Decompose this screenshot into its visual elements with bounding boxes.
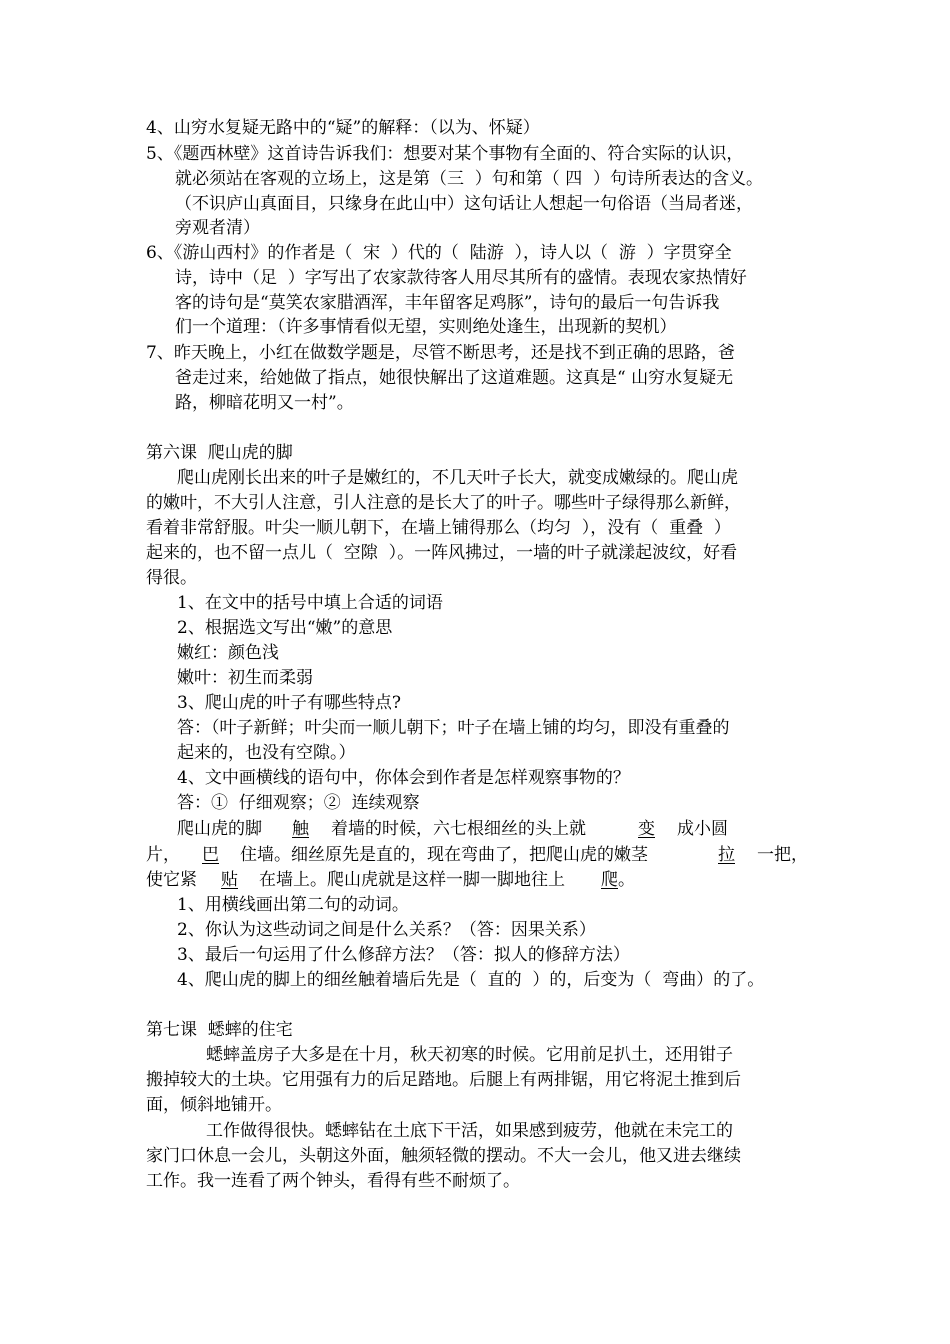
question-line: 2、你认为这些动词之间是什么关系？（答：因果关系） (177, 920, 596, 940)
text-line: 搬掉较大的土块。它用强有力的后足踏地。后腿上有两排锯，用它将泥土推到后 (146, 1070, 741, 1090)
question-line: 4、文中画横线的语句中，你体会到作者是怎样观察事物的？ (177, 768, 630, 788)
underlined-verb: 贴 (221, 870, 238, 890)
text-line: 们一个道理：（许多事情看似无望，实则绝处逢生，出现新的契机） (175, 317, 677, 337)
text-line: 旁观者清） (175, 218, 260, 238)
text-span: 爬山虎的脚 (177, 819, 262, 839)
text-span: 着墙的时候，六七根细丝的头上就 (331, 819, 586, 839)
question-line: 3、爬山虎的叶子有哪些特点? (177, 693, 401, 713)
text-line: 得很。 (146, 568, 197, 588)
text-span: 使它紧 (146, 870, 197, 890)
text-line: 爬山虎刚长出来的叶子是嫩红的，不几天叶子长大，就变成嫩绿的。爬山虎 (177, 468, 738, 488)
answer-line: 答：（叶子新鲜；叶尖而一顺儿朝下；叶子在墙上铺的均匀，即没有重叠的 (177, 718, 730, 738)
text-span: 住墙。细丝原先是直的，现在弯曲了，把爬山虎的嫩茎 (240, 845, 648, 865)
text-line: 就必须站在客观的立场上，这是第（三 ）句和第（ 四 ）句诗所表达的含义。 (175, 169, 764, 189)
underlined-verb: 拉 (718, 845, 735, 865)
question-line: 4、爬山虎的脚上的细丝触着墙后先是（ 直的 ）的，后变为（ 弯曲）的了。 (177, 970, 765, 990)
text-line: 诗，诗中（足 ）字写出了农家款待客人用尽其所有的盛情。表现农家热情好 (175, 268, 747, 288)
answer-line: 起来的，也没有空隙。） (177, 743, 356, 763)
question-line: 2、根据选文写出“嫩”的意思 (177, 618, 393, 638)
text-line: 工作。我一连看了两个钟头，看得有些不耐烦了。 (146, 1171, 520, 1191)
text-line: 路，柳暗花明又一村”。 (175, 393, 354, 413)
question-line: 1、在文中的括号中填上合适的词语 (177, 593, 443, 613)
text-line: 爸走过来，给她做了指点，她很快解出了这道难题。这真是“ 山穷水复疑无 (175, 368, 734, 388)
text-line: 蟋蟀盖房子大多是在十月，秋天初寒的时候。它用前足扒土，还用钳子 (206, 1045, 733, 1065)
answer-line: 嫩红：颜色浅 (177, 643, 279, 663)
underlined-verb: 触 (292, 819, 309, 839)
underlined-verb: 爬 (601, 870, 618, 890)
underlined-verb: 巴 (202, 845, 219, 865)
text-span: 。 (618, 870, 635, 890)
section-heading: 第七课 蟋蟀的住宅 (146, 1020, 293, 1040)
section-heading: 第六课 爬山虎的脚 (146, 443, 293, 463)
answer-line: 答：① 仔细观察；② 连续观察 (177, 793, 420, 813)
underlined-verb: 变 (638, 819, 655, 839)
text-line: 的嫩叶，不大引人注意，引人注意的是长大了的叶子。哪些叶子绿得那么新鲜， (146, 493, 741, 513)
text-span: 一把， (757, 845, 808, 865)
text-line: 家门口休息一会儿，头朝这外面，触须轻微的摆动。不大一会儿，他又进去继续 (146, 1146, 741, 1166)
text-line: 6、《游山西村》的作者是（ 宋 ）代的（ 陆游 ），诗人以（ 游 ）字贯穿全 (146, 243, 732, 263)
text-line: 工作做得很快。蟋蟀钻在土底下干活，如果感到疲劳，他就在未完工的 (206, 1121, 733, 1141)
text-line: 7、昨天晚上，小红在做数学题是，尽管不断思考，还是找不到正确的思路，爸 (146, 343, 735, 363)
text-line: （不识庐山真面目，只缘身在此山中）这句话让人想起一句俗语（当局者迷， (175, 194, 753, 214)
text-line: 面，倾斜地铺开。 (146, 1095, 282, 1115)
text-line: 5、《题西林壁》这首诗告诉我们：想要对某个事物有全面的、符合实际的认识， (146, 144, 744, 164)
text-span: 在墙上。爬山虎就是这样一脚一脚地往上 (259, 870, 565, 890)
text-line: 4、山穷水复疑无路中的“疑”的解释：（以为、怀疑） (146, 118, 540, 138)
text-line: 起来的，也不留一点儿（ 空隙 ）。一阵风拂过，一墙的叶子就漾起波纹，好看 (146, 543, 738, 563)
answer-line: 嫩叶：初生而柔弱 (177, 668, 313, 688)
text-span: 片， (146, 845, 180, 865)
text-line: 客的诗句是“莫笑农家腊酒浑，丰年留客足鸡豚”，诗句的最后一句告诉我 (175, 293, 720, 313)
text-line: 看着非常舒服。叶尖一顺儿朝下，在墙上铺得那么（均匀 ），没有（ 重叠 ） (146, 518, 731, 538)
question-line: 3、最后一句运用了什么修辞方法？（答：拟人的修辞方法） (177, 945, 630, 965)
question-line: 1、用横线画出第二句的动词。 (177, 895, 409, 915)
text-span: 成小圆 (677, 819, 728, 839)
